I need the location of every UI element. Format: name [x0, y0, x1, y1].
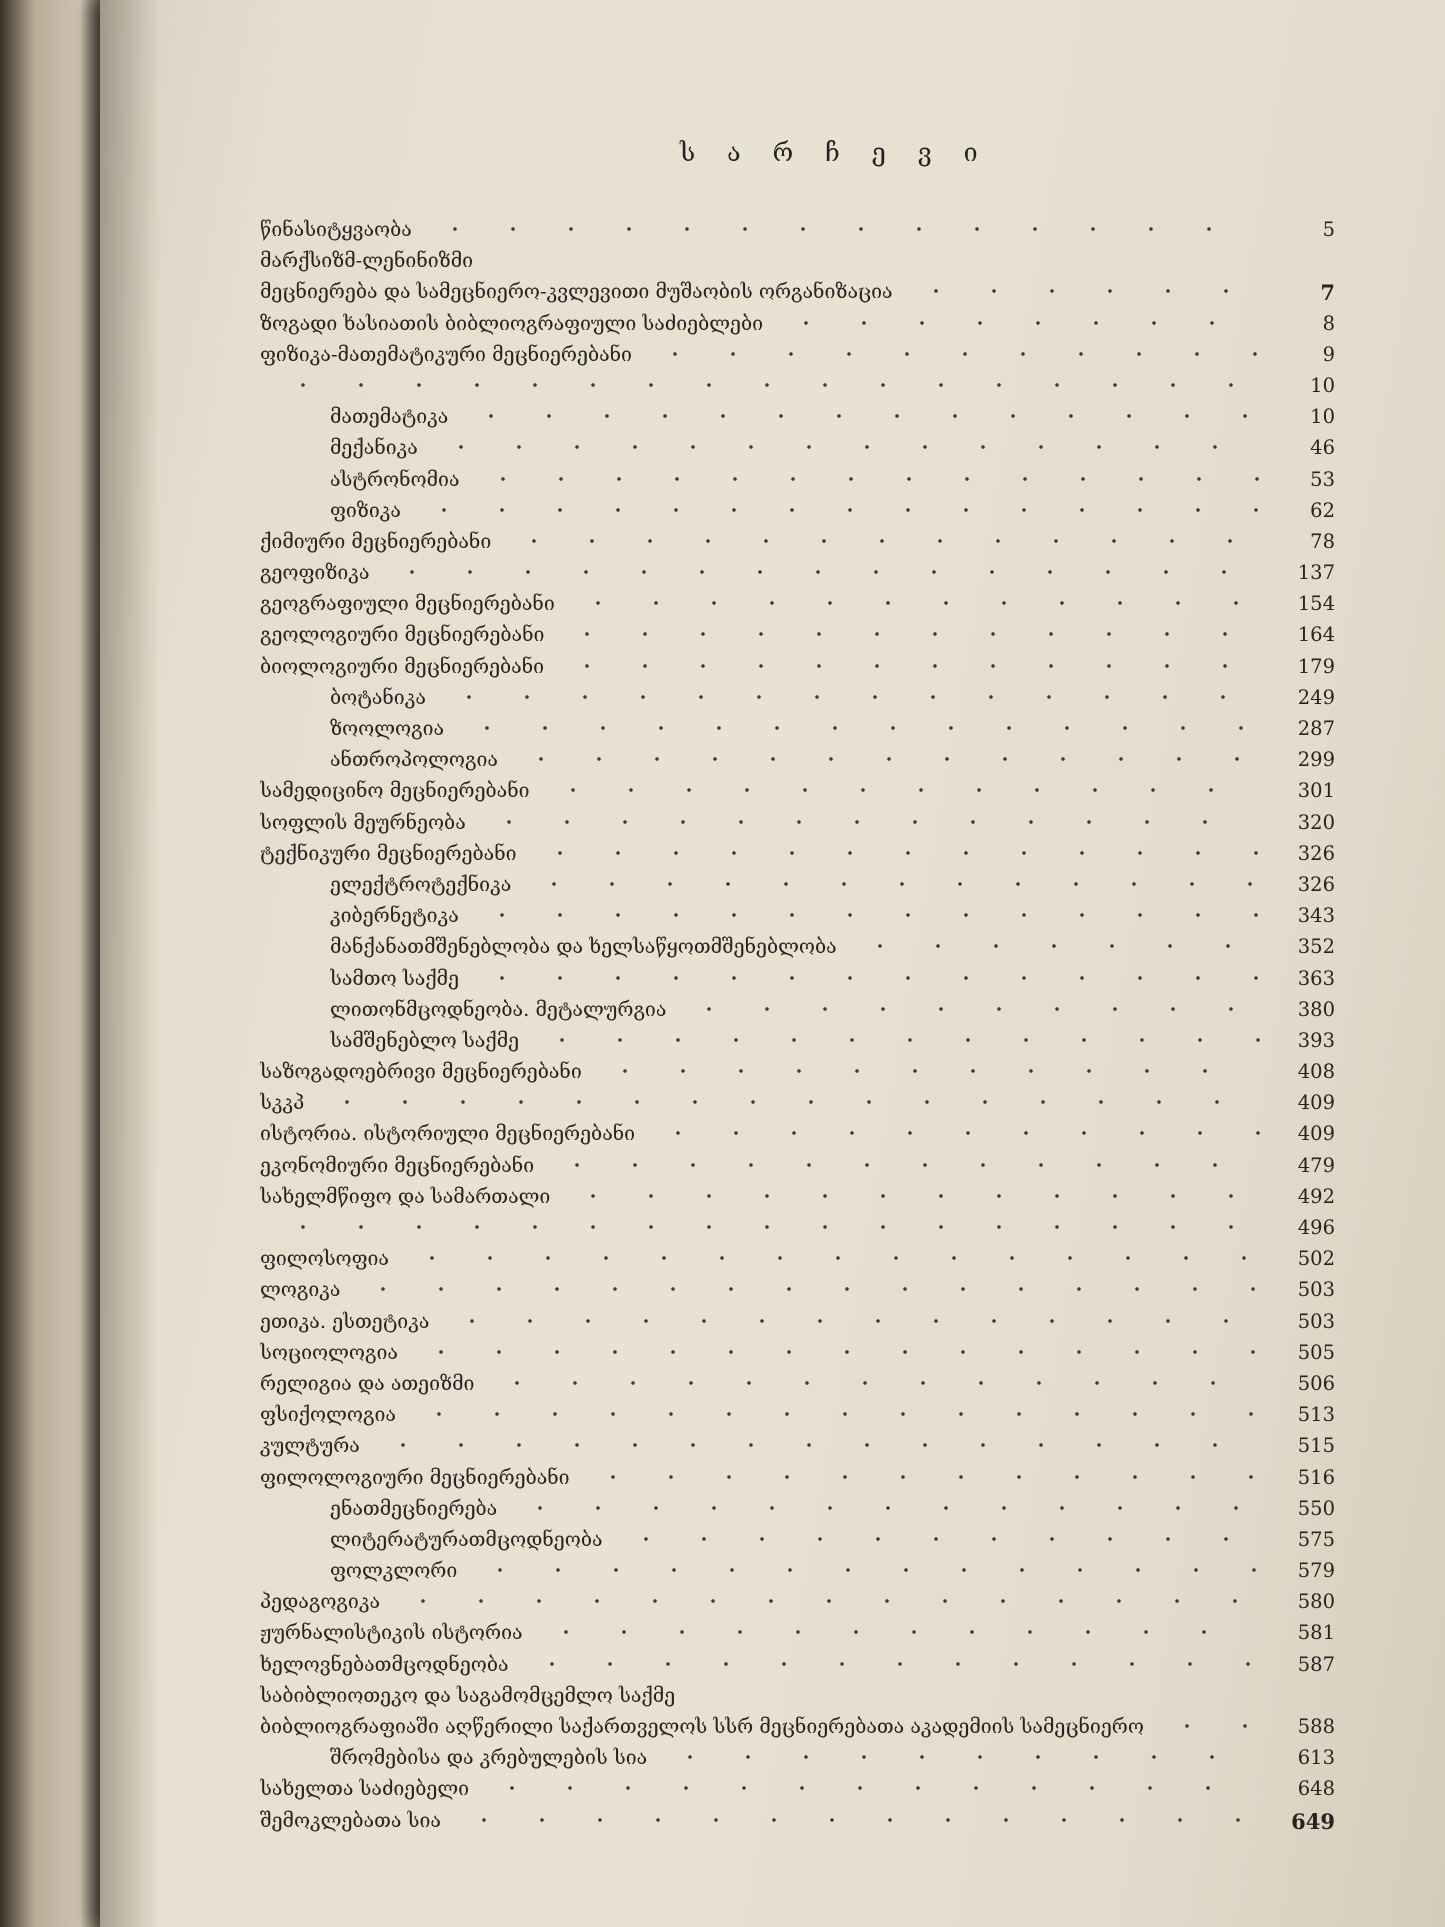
toc-entry: [260, 900, 1335, 931]
toc-entry-page: 10: [1310, 373, 1335, 397]
toc-entry-label: ბიბლიოგრაფიაში აღწერილი საქართველოს სსრ მეცნიერებათა აკადემიის სამეცნიერო: [260, 1715, 1144, 1738]
toc-entry-page: 46: [1310, 436, 1335, 460]
dot-leader: [525, 882, 1260, 886]
toc-entry: [260, 432, 1335, 463]
toc-entry: [260, 1243, 1335, 1274]
dot-leader: [455, 1818, 1260, 1822]
toc-entry-label: სკკპ: [260, 1091, 305, 1115]
toc-entry-label: საბიბლიოთეკო და საგამომცემლო საქმე: [260, 1683, 676, 1707]
toc-entry-label: სოციოლოგია: [260, 1340, 398, 1364]
toc-entry-label: გეოგრაფიული მეცნიერებანი: [260, 592, 555, 616]
toc-entry: [260, 1118, 1335, 1149]
toc-entry-label: მარქსიზმ-ლენინიზმი: [260, 249, 474, 273]
toc-entry: [260, 651, 1335, 682]
toc-entry-page: 516: [1297, 1465, 1335, 1489]
dot-leader: [907, 289, 1260, 293]
toc-entry-page: 587: [1297, 1652, 1335, 1676]
dot-leader: [274, 383, 1260, 387]
toc-entry-page: 326: [1297, 872, 1335, 896]
toc-entry-label: სოფლის მეურნეობა: [260, 810, 466, 834]
dot-leader: [649, 1131, 1260, 1135]
toc-entry-label: ფიზიკა-მათემატიკური მეცნიერებანი: [260, 342, 632, 366]
toc-entry-label: ტექნიკური მეცნიერებანი: [260, 841, 517, 865]
dot-leader: [462, 414, 1260, 418]
toc-entry-page: 287: [1297, 717, 1335, 740]
table-of-contents: [260, 214, 1335, 1836]
toc-entry-page: 179: [1297, 654, 1335, 678]
toc-entry-label: ბოტანიკა: [330, 685, 426, 709]
dot-leader: [473, 913, 1260, 917]
book-page: [100, 0, 1445, 1927]
toc-entry-page: 7: [1320, 280, 1335, 306]
toc-entry-label: ისტორია. ისტორიული მეცნიერებანი: [260, 1122, 636, 1146]
toc-entry: [260, 869, 1335, 900]
dot-leader: [505, 539, 1260, 543]
dot-leader: [617, 1537, 1261, 1541]
dot-leader: [851, 944, 1260, 948]
toc-entry-page: 503: [1297, 1309, 1335, 1333]
toc-entry: [260, 713, 1335, 744]
dot-leader: [474, 477, 1260, 481]
toc-entry-page: 10: [1310, 405, 1335, 429]
toc-entry-page: 154: [1297, 592, 1335, 616]
dot-leader: [458, 726, 1260, 730]
toc-entry-label: ფოლკლორი: [330, 1559, 458, 1583]
toc-entry-page: 506: [1297, 1371, 1335, 1395]
toc-entry-label: სამთო საქმე: [330, 966, 460, 990]
toc-entry: [260, 963, 1335, 994]
toc-entry-page: 299: [1297, 748, 1335, 772]
toc-entry: [260, 1742, 1335, 1773]
toc-entry: [260, 838, 1335, 869]
toc-entry-page: 503: [1297, 1278, 1335, 1302]
toc-entry-label: ელექტროტექნიკა: [330, 872, 512, 896]
toc-entry-label: ფილოლოგიური მეცნიერებანი: [260, 1465, 570, 1489]
toc-entry: [260, 1025, 1335, 1056]
toc-entry: [260, 1555, 1335, 1586]
toc-entry: [260, 775, 1335, 806]
dot-leader: [274, 1225, 1260, 1229]
toc-entry-page: 5: [1322, 218, 1335, 241]
toc-entry-page: 581: [1297, 1621, 1335, 1645]
toc-entry: [260, 308, 1335, 339]
toc-entry-label: ზოგადი ხასიათის ბიბლიოგრაფიული საძიებლები: [260, 311, 764, 335]
dot-leader: [511, 1506, 1260, 1510]
page-title: ს ა რ ჩ ე ვ ი: [680, 138, 990, 167]
toc-entry-page: 550: [1297, 1496, 1335, 1520]
dot-leader: [394, 1599, 1260, 1603]
toc-entry-page: 343: [1297, 904, 1335, 928]
toc-entry: [260, 1493, 1335, 1524]
dot-leader: [537, 1630, 1260, 1634]
dot-leader: [564, 1194, 1260, 1198]
toc-entry: [260, 370, 1335, 401]
toc-entry: [260, 1274, 1335, 1305]
toc-entry: [260, 1150, 1335, 1181]
dot-leader: [544, 788, 1260, 792]
toc-entry-label: გეოლოგიური მეცნიერებანი: [260, 623, 545, 647]
toc-entry: [260, 1430, 1335, 1461]
toc-entry: [260, 619, 1335, 650]
toc-entry-page: 9: [1322, 342, 1335, 366]
toc-entry-label: სახელთა საძიებელი: [260, 1777, 470, 1801]
dot-leader: [440, 695, 1260, 699]
toc-entry: [260, 1056, 1335, 1087]
toc-entry-label: კულტურა: [260, 1434, 360, 1458]
dot-leader: [548, 1163, 1260, 1167]
dot-leader: [483, 1786, 1260, 1790]
toc-entry: [260, 1524, 1335, 1555]
toc-entry-label: შემოკლებათა სია: [260, 1808, 441, 1832]
dot-leader: [403, 1256, 1260, 1260]
toc-entry-label: ასტრონომია: [330, 467, 460, 491]
toc-entry-page: 588: [1297, 1715, 1335, 1738]
dot-leader: [558, 664, 1260, 668]
dot-leader: [680, 1007, 1260, 1011]
toc-entry: [260, 276, 1335, 307]
toc-entry-page: 613: [1297, 1746, 1335, 1770]
dot-leader: [383, 570, 1260, 574]
toc-entry: [260, 495, 1335, 526]
toc-entry-page: 320: [1297, 810, 1335, 834]
dot-leader: [426, 227, 1260, 231]
toc-entry-page: 479: [1297, 1153, 1335, 1177]
toc-entry-page: 164: [1297, 623, 1335, 647]
dot-leader: [661, 1755, 1260, 1759]
toc-entry: [260, 807, 1335, 838]
toc-entry-page: 648: [1297, 1777, 1335, 1801]
toc-entry-label: ქიმიური მეცნიერებანი: [260, 529, 492, 553]
toc-entry: [260, 1586, 1335, 1617]
toc-entry-page: 326: [1297, 841, 1335, 865]
dot-leader: [480, 820, 1260, 824]
dot-leader: [533, 1038, 1260, 1042]
toc-entry: [260, 526, 1335, 557]
toc-entry-label: კიბერნეტიკა: [330, 904, 459, 928]
toc-entry: [260, 1680, 1335, 1711]
toc-entry-label: ბიოლოგიური მეცნიერებანი: [260, 654, 545, 678]
dot-leader: [523, 1662, 1260, 1666]
toc-entry-page: 580: [1297, 1590, 1335, 1614]
toc-entry: [260, 1649, 1335, 1680]
toc-entry-label: მათემატიკა: [330, 405, 449, 429]
toc-entry: [260, 1212, 1335, 1243]
dot-leader: [646, 352, 1260, 356]
toc-entry-page: 496: [1297, 1216, 1335, 1239]
toc-entry: [260, 931, 1335, 962]
toc-entry: [260, 1087, 1335, 1118]
toc-entry-page: 502: [1297, 1247, 1335, 1271]
toc-entry: [260, 557, 1335, 588]
toc-entry-label: ზოოლოგია: [330, 717, 445, 740]
toc-entry: [260, 245, 1335, 276]
toc-entry-label: ეკონომიური მეცნიერებანი: [260, 1153, 535, 1177]
toc-entry-label: ლითონმცოდნეობა. მეტალურგია: [330, 997, 667, 1021]
toc-entry: [260, 214, 1335, 245]
toc-entry: [260, 1617, 1335, 1648]
toc-entry-label: რელიგია და ათეიზმი: [260, 1371, 475, 1395]
toc-entry-label: წინასიტყვაობა: [260, 218, 412, 241]
left-book-edge: [0, 0, 100, 1927]
dot-leader: [374, 1443, 1260, 1447]
toc-entry-page: 409: [1297, 1091, 1335, 1115]
toc-entry: [260, 464, 1335, 495]
toc-entry: [260, 682, 1335, 713]
toc-entry-page: 393: [1297, 1028, 1335, 1052]
toc-entry: [260, 1337, 1335, 1368]
toc-entry-label: ხელოვნებათმცოდნეობა: [260, 1652, 509, 1676]
toc-entry: [260, 339, 1335, 370]
toc-entry-page: 249: [1297, 685, 1335, 709]
toc-entry: [260, 588, 1335, 619]
toc-entry: [260, 401, 1335, 432]
dot-leader: [412, 1350, 1260, 1354]
dot-leader: [777, 321, 1260, 325]
toc-entry-label: შრომებისა და კრებულების სია: [330, 1746, 648, 1770]
dot-leader: [584, 1475, 1260, 1479]
toc-entry: [260, 744, 1335, 775]
toc-entry-label: სახელმწიფო და სამართალი: [260, 1184, 551, 1208]
toc-entry-page: 137: [1297, 561, 1335, 585]
toc-entry-label: საზოგადოებრივი მეცნიერებანი: [260, 1060, 582, 1084]
toc-entry-page: 53: [1310, 467, 1335, 491]
toc-entry-page: 8: [1322, 311, 1335, 335]
toc-entry-page: 380: [1297, 997, 1335, 1021]
toc-entry-label: ენათმეცნიერება: [330, 1496, 498, 1520]
dot-leader: [432, 445, 1260, 449]
toc-entry: [260, 994, 1335, 1025]
toc-entry-label: ლიტერატურათმცოდნეობა: [330, 1527, 603, 1551]
dot-leader: [354, 1287, 1260, 1291]
dot-leader: [558, 632, 1260, 636]
dot-leader: [1158, 1724, 1260, 1728]
toc-entry-label: ფილოსოფია: [260, 1247, 389, 1271]
toc-entry: [260, 1181, 1335, 1212]
dot-leader: [318, 1100, 1260, 1104]
toc-entry: [260, 1399, 1335, 1430]
toc-entry-page: 513: [1297, 1403, 1335, 1427]
dot-leader: [531, 851, 1260, 855]
toc-entry-page: 649: [1291, 1808, 1335, 1834]
toc-entry-page: 515: [1297, 1434, 1335, 1458]
toc-entry-page: 579: [1297, 1559, 1335, 1583]
dot-leader: [471, 1568, 1260, 1572]
toc-entry: [260, 1368, 1335, 1399]
toc-entry-page: 408: [1297, 1060, 1335, 1084]
toc-entry-page: 352: [1297, 935, 1335, 959]
toc-entry-page: 575: [1297, 1527, 1335, 1551]
toc-entry-label: გეოფიზიკა: [260, 561, 370, 585]
toc-entry-label: ფსიქოლოგია: [260, 1403, 396, 1427]
toc-entry-page: 62: [1310, 498, 1335, 522]
toc-entry-label: ფიზიკა: [330, 498, 401, 522]
toc-entry-label: პედაგოგიკა: [260, 1590, 381, 1614]
toc-entry-label: ეთიკა. ესთეტიკა: [260, 1309, 430, 1333]
toc-entry-label: სამედიცინო მეცნიერებანი: [260, 779, 530, 803]
toc-entry-page: 78: [1310, 529, 1335, 553]
dot-leader: [596, 1069, 1260, 1073]
toc-entry: [260, 1805, 1335, 1836]
dot-leader: [410, 1412, 1260, 1416]
toc-entry-page: 409: [1297, 1122, 1335, 1146]
toc-entry: [260, 1462, 1335, 1493]
toc-entry-label: ჟურნალისტიკის ისტორია: [260, 1621, 523, 1645]
dot-leader: [569, 601, 1260, 605]
dot-leader: [512, 757, 1260, 761]
page-fold-shadow: [100, 0, 160, 1927]
toc-entry-page: 363: [1297, 966, 1335, 990]
toc-entry: [260, 1306, 1335, 1337]
toc-entry-page: 301: [1297, 779, 1335, 803]
toc-entry: [260, 1711, 1335, 1742]
toc-entry-label: ლოგიკა: [260, 1278, 341, 1302]
toc-entry-label: მექანიკა: [330, 436, 418, 460]
dot-leader: [415, 508, 1260, 512]
toc-entry-label: მანქანათმშენებლობა და ხელსაწყოთმშენებლობა: [330, 935, 837, 959]
toc-entry-label: ანთროპოლოგია: [330, 748, 498, 772]
toc-entry-label: მეცნიერება და სამეცნიერო-კვლევითი მუშაობის ორგანიზაცია: [260, 280, 893, 304]
toc-entry: [260, 1773, 1335, 1804]
dot-leader: [473, 976, 1260, 980]
dot-leader: [488, 1381, 1260, 1385]
toc-entry-page: 505: [1297, 1340, 1335, 1364]
toc-entry-page: 492: [1297, 1184, 1335, 1208]
dot-leader: [443, 1319, 1260, 1323]
toc-entry-label: სამშენებლო საქმე: [330, 1028, 520, 1052]
